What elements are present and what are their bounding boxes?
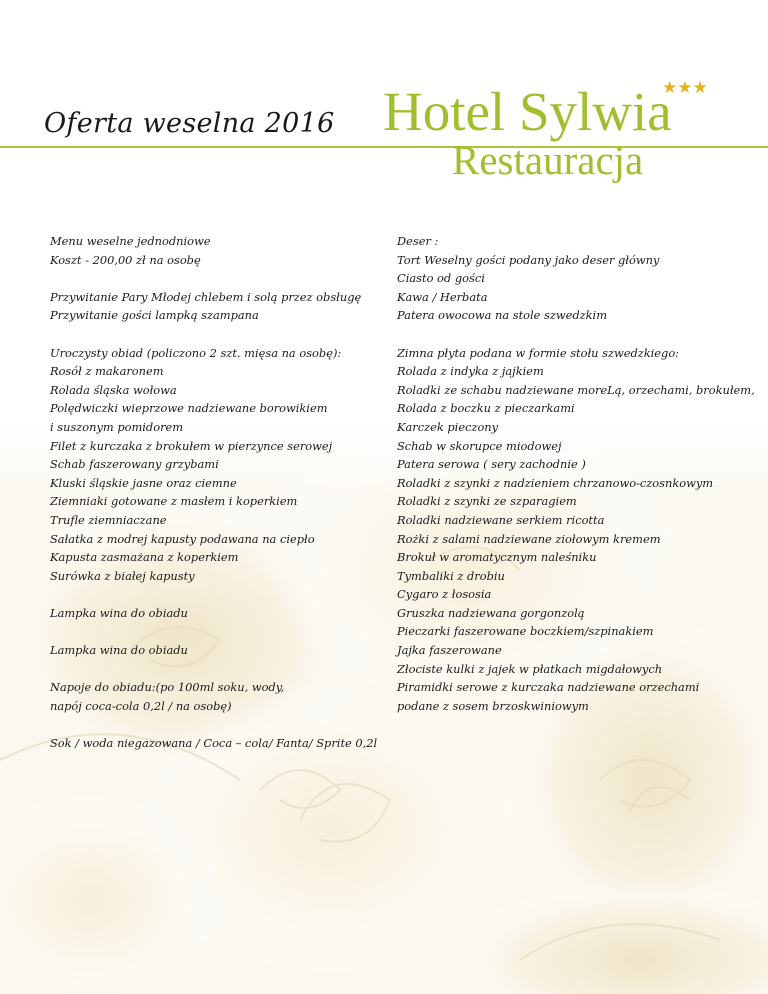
menu-line: Patera owocowa na stole szwedzkim <box>397 308 607 323</box>
menu-line: Kluski śląskie jasne oraz ciemne <box>50 475 237 490</box>
menu-line: Jajka faszerowane <box>397 643 502 658</box>
menu-line: Kawa / Herbata <box>397 289 488 304</box>
menu-line: Schab w skorupce miodowej <box>397 438 562 453</box>
menu-line: i suszonym pomidorem <box>50 419 184 434</box>
menu-line: Przywitanie gości lampką szampana <box>50 308 259 323</box>
menu-line: Trufle ziemniaczane <box>50 512 167 527</box>
menu-line: Rożki z salami nadziewane ziołowym kremem <box>397 531 661 546</box>
menu-line: Pieczarki faszerowane boczkiem/szpinakiem <box>397 624 654 639</box>
spacer <box>50 269 377 288</box>
spacer <box>50 660 377 679</box>
spacer <box>50 715 377 734</box>
menu-line: Zimna płyta podana w formie stołu szwedzkiego: <box>397 345 680 360</box>
menu-line: Uroczysty obiad (policzono 2 szt. mięsa na osobę): <box>50 345 342 360</box>
menu-line: Ziemniaki gotowane z masłem i koperkiem <box>50 494 298 509</box>
menu-line: Schab faszerowany grzybami <box>50 457 219 472</box>
menu-line: Karczek pieczony <box>397 419 499 434</box>
spacer <box>50 585 377 604</box>
menu-line: Roladki ze schabu nadziewane moreLą, orzechami, brokułem, <box>397 382 755 397</box>
menu-line: Cygaro z łososia <box>397 587 492 602</box>
menu-line: Tymbaliki z drobiu <box>397 568 505 583</box>
restaurant-subtitle: Restauracja <box>452 137 644 183</box>
menu-line: Lampka wina do obiadu <box>50 605 188 620</box>
menu-line: Polędwiczki wieprzowe nadziewane borowikiem <box>50 401 328 416</box>
menu-line: Napoje do obiadu:(po 100ml soku, wody, <box>50 680 285 695</box>
hotel-name-logo: Hotel Sylwia <box>383 81 672 142</box>
menu-line: Deser : <box>397 234 439 248</box>
menu-line: Piramidki serowe z kurczaka nadziewane orzechami <box>397 680 700 695</box>
menu-left-column <box>50 232 377 753</box>
menu-line: Ciasto od gości <box>397 271 485 286</box>
menu-right-column <box>397 232 755 715</box>
menu-line: Sok / woda niegazowana / Coca – cola/ Fanta/ Sprite 0,2l <box>50 736 378 751</box>
menu-line: Rolada z indyka z jajkiem <box>397 364 544 379</box>
menu-line: Filet z kurczaka z brokułem w pierzynce serowej <box>50 438 333 453</box>
menu-line: Rolada śląska wołowa <box>50 382 177 397</box>
menu-line: napój coca-cola 0,2l / na osobę) <box>50 698 232 713</box>
menu-line: Surówka z białej kapusty <box>50 568 195 583</box>
menu-line: Sałatka z modrej kapusty podawana na ciepło <box>50 531 315 546</box>
menu-line: Patera serowa ( sery zachodnie ) <box>397 457 586 472</box>
header-divider <box>0 146 768 148</box>
hotel-stars-icon: ★★★ <box>662 78 708 98</box>
menu-line: Gruszka nadziewana gorgonzolą <box>397 605 585 620</box>
menu-line: Brokuł w aromatycznym naleśniku <box>397 550 597 565</box>
menu-line: Koszt - 200,00 zł na osobę <box>50 252 201 267</box>
menu-line: podane z sosem brzoskwiniowym <box>397 698 589 713</box>
spacer <box>50 622 377 641</box>
menu-line: Tort Weselny gości podany jako deser główny <box>397 252 660 267</box>
menu-line: Roladki z szynki z nadzieniem chrzanowo-czosnkowym <box>397 475 714 490</box>
menu-line: Przywitanie Pary Młodej chlebem i solą przez obsługę <box>50 289 362 304</box>
spacer <box>50 325 377 344</box>
spacer <box>397 325 755 344</box>
menu-line: Lampka wina do obiadu <box>50 643 188 658</box>
menu-line: Rosół z makaronem <box>50 364 164 379</box>
offer-title: Oferta weselna 2016 <box>44 108 335 139</box>
menu-line: Menu weselne jednodniowe <box>50 234 211 248</box>
menu-line: Rolada z boczku z pieczarkami <box>397 401 575 416</box>
menu-line: Złociste kulki z jajek w płatkach migdałowych <box>397 661 663 676</box>
menu-line: Roladki nadziewane serkiem ricotta <box>397 512 605 527</box>
menu-line: Roladki z szynki ze szparagiem <box>397 494 577 509</box>
menu-line: Kapusta zasmażana z koperkiem <box>50 550 239 565</box>
